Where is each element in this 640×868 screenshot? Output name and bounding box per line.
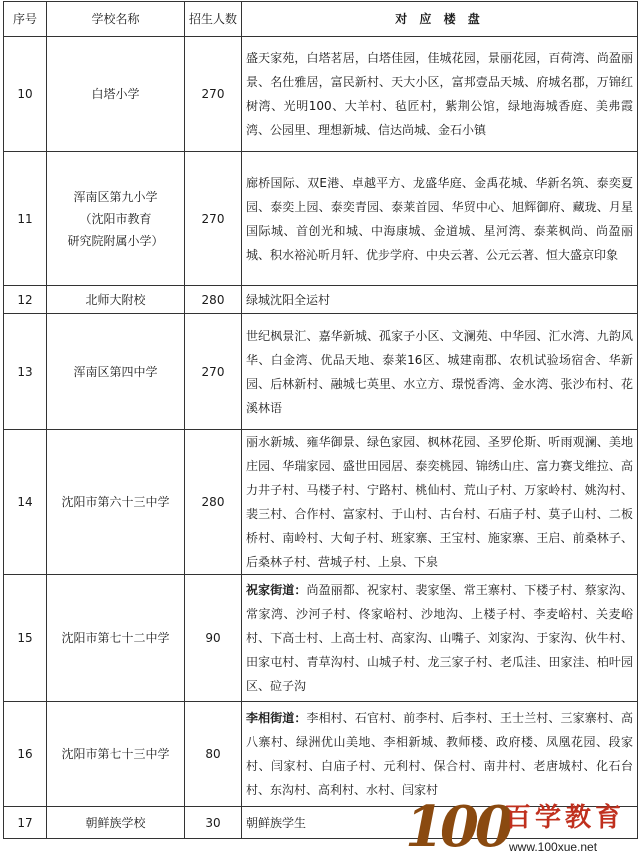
logo-url: www.100xue.net — [509, 840, 598, 854]
school-name-line: （沈阳市教育 — [79, 211, 152, 226]
row-number: 12 — [4, 286, 47, 314]
table-row — [4, 430, 638, 575]
estates-text: 廊桥国际、双E港、卓越平方、龙盛华庭、金禹花城、华新名筑、泰奕夏园、泰奕上园、泰奕青园、泰莱首园、华贸中心、旭辉御府、藏珑、月星国际城、首创光和城、中海康城、金道城、星河湾、泰莱枫尚、尚盈丽城、积水裕沁昕月轩、优步学府、中央云著、公元云著、恒大盛京印象 — [246, 175, 633, 262]
row-enrollment: 80 — [185, 702, 242, 807]
table-header-row — [4, 2, 638, 37]
row-estates — [242, 286, 638, 314]
logo-name: 百学教育 — [505, 803, 626, 833]
row-estates — [242, 152, 638, 286]
row-estates — [242, 702, 638, 807]
logo-number: 100 — [405, 794, 510, 860]
school-name: 白塔小学 — [91, 87, 140, 101]
table-row — [4, 575, 638, 702]
row-number: 11 — [4, 152, 47, 286]
row-enrollment: 280 — [185, 286, 242, 314]
estates-text: 尚盈丽都、祝家村、裴家堡、常王寨村、下楼子村、蔡家沟、常家湾、沙河子村、佟家峪村、沙地沟、上楼子村、李麦峪村、关麦峪村、下高士村、上高士村、高家沟、山嘴子、刘家沟、于家沟、伙牛村、田家屯村、青草沟村、山城子村、龙三家子村、老瓜洼、田家洼、柏叶园区、砬子沟 — [246, 583, 633, 693]
row-number: 14 — [4, 430, 47, 575]
school-name-line: 研究院附属小学） — [67, 233, 164, 248]
row-enrollment: 280 — [185, 430, 242, 575]
estates-text: 朝鲜族学生 — [246, 815, 307, 830]
row-number: 15 — [4, 575, 47, 702]
school-name: 朝鲜族学校 — [85, 815, 146, 830]
school-name: 浑南区第四中学 — [73, 364, 158, 379]
street-label: 李相街道： — [246, 711, 307, 725]
table-row — [4, 314, 638, 430]
table-row — [4, 152, 638, 286]
header-school-name: 学校名称 — [47, 2, 185, 37]
school-name: 沈阳市第七十二中学 — [61, 631, 170, 645]
row-school — [47, 575, 185, 702]
header-enrollment: 招生人数 — [185, 2, 242, 37]
estates-text: 盛天家苑，白塔茗居，白塔佳园，佳城花园，景丽花园，百荷湾、尚盈丽景、名仕雅居，富民新村、天大小区，富邦壹品天城、府城名郡，万锦红树湾、光明100、大羊村、毡匠村，紫荆公馆，绿地海城香庭、美弗霞湾、公园里、理想新城、信达尚城、金石小镇 — [246, 51, 633, 137]
row-number: 16 — [4, 702, 47, 807]
header-estates: 对 应 楼 盘 — [242, 2, 638, 37]
row-estates — [242, 314, 638, 430]
row-enrollment: 270 — [185, 152, 242, 286]
estates-text: 绿城沈阳全运村 — [246, 292, 331, 307]
row-school — [47, 430, 185, 575]
row-school — [47, 286, 185, 314]
estates-text: 李相村、石官村、前李村、后李村、王士兰村、三家寨村、高八寨村、绿洲优山美地、李相新城、教师楼、政府楼、凤凰花园、段家村、闫家村、白庙子村、元利村、保合村、南井村、老唐城村、化石台村、东沟村、高利村、水村、闫家村 — [246, 711, 633, 797]
school-enrollment-table — [3, 1, 638, 839]
row-estates — [242, 430, 638, 575]
row-school — [47, 807, 185, 839]
estates-text: 世纪枫景汇、嘉华新城、孤家子小区、文澜苑、中华园、汇水湾、九韵风华、白金湾、优品天地、泰莱16区、城建南郡、农机试验场宿舍、华新园、后林新村、融城七英里、水立方、璟悦香湾、金水湾、张沙布村、花溪林语 — [246, 328, 633, 415]
row-number: 10 — [4, 37, 47, 152]
school-name: 沈阳市第七十三中学 — [61, 747, 170, 761]
row-enrollment: 270 — [185, 37, 242, 152]
row-number: 17 — [4, 807, 47, 839]
estates-text: 丽水新城、雍华御景、绿色家园、枫林花园、圣罗伦斯、听雨观澜、美地庄园、华瑞家园、盛世田园居、泰奕桃园、锦绣山庄、富力赛戈维拉、高力井子村、马楼子村、宁路村、桃仙村、荒山子村、万家岭村、姚沟村、裴三村、合作村、富家村、于山村、古台村、石庙子村、莫子山村、二板桥村、南岭村、大甸子村、班家寨、王宝村、施家寨、王启、前桑林子、后桑林子村、营城子村、上泉、下泉 — [246, 435, 633, 569]
school-name: 北师大附校 — [85, 292, 146, 307]
row-school — [47, 314, 185, 430]
table-row — [4, 37, 638, 152]
school-name: 浑南区第九小学 — [73, 189, 158, 204]
table-row — [4, 286, 638, 314]
school-name: 沈阳市第六十三中学 — [61, 495, 170, 509]
row-number: 13 — [4, 314, 47, 430]
row-estates — [242, 37, 638, 152]
row-enrollment: 90 — [185, 575, 242, 702]
row-estates — [242, 575, 638, 702]
header-number: 序号 — [4, 2, 47, 37]
street-label: 祝家街道： — [246, 583, 307, 597]
row-school — [47, 152, 185, 286]
watermark-logo — [405, 796, 637, 866]
table-row — [4, 702, 638, 807]
row-school — [47, 37, 185, 152]
row-enrollment: 30 — [185, 807, 242, 839]
row-school — [47, 702, 185, 807]
row-enrollment: 270 — [185, 314, 242, 430]
